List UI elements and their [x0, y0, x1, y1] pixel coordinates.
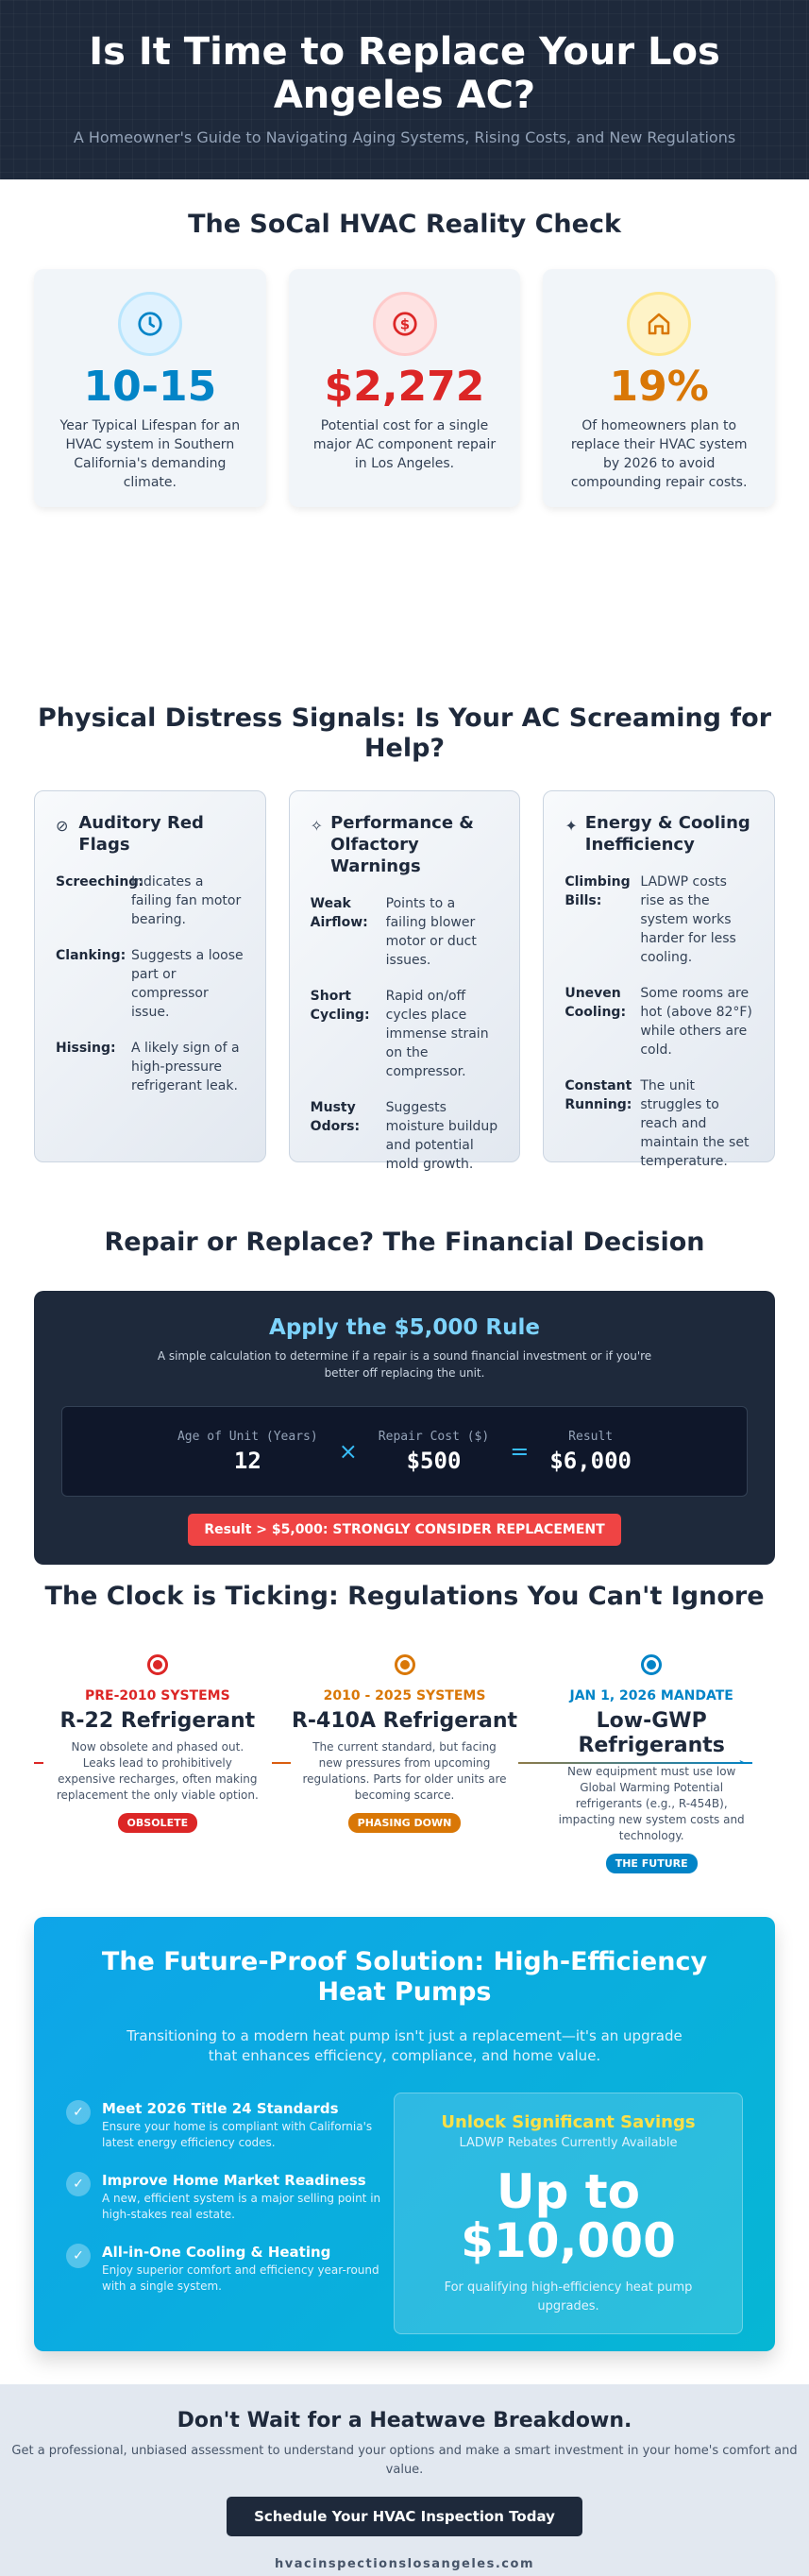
signal-name: Climbing Bills: [565, 874, 631, 908]
signal-desc: Points to a failing blower motor or duct issues. [385, 896, 477, 968]
timeline-dot [395, 1654, 415, 1675]
page-title: Is It Time to Replace Your Los Angeles AC? [89, 30, 720, 117]
signal-desc: Some rooms are hot (above 82°F) while others are cold. [640, 986, 752, 1058]
status-badge: THE FUTURE [606, 1854, 698, 1873]
timeline-era: 2010 - 2025 SYSTEMS [323, 1688, 486, 1703]
equals-sign: = [510, 1438, 530, 1465]
distress-item [565, 984, 753, 1059]
timeline-dot [641, 1654, 662, 1675]
timeline-text: The current standard, but facing new pressures from upcoming regulations. Parts for older units are becoming scarce. [291, 1739, 519, 1804]
clock-icon [118, 292, 182, 356]
signal-name: Short Cycling: [310, 989, 370, 1023]
rule-calculator-card [34, 1291, 775, 1565]
check-icon: ✓ [66, 2100, 91, 2125]
distress-item [311, 987, 499, 1081]
signal-desc: The unit struggles to reach and maintain the set temperature. [640, 1078, 750, 1169]
stat-description: Potential cost for a single major AC component repair in Los Angeles. [312, 418, 497, 471]
savings-amount: Up to $10,000 [461, 2164, 676, 2268]
timeline-era: JAN 1, 2026 MANDATE [569, 1688, 733, 1703]
result-value: $6,000 [549, 1447, 632, 1474]
result-label: Result [568, 1429, 614, 1444]
regulations-section [0, 1582, 809, 1912]
house-icon [627, 292, 691, 356]
distress-item [56, 946, 244, 1022]
stat-card-replacement-plans [543, 269, 775, 507]
feature-item [66, 2172, 394, 2223]
page-subtitle: A Homeowner's Guide to Navigating Aging Systems, Rising Costs, and New Regulations [73, 128, 736, 146]
signal-name: Hissing: [56, 1041, 116, 1056]
signal-name: Musty Odors: [310, 1100, 361, 1134]
result-cell [549, 1430, 632, 1474]
stat-value: $2,272 [324, 363, 485, 411]
feature-text: Enjoy superior comfort and efficiency year-round with a single system. [102, 2263, 379, 2293]
heat-pump-card [34, 1917, 775, 2351]
feature-text: Ensure your home is compliant with California's latest energy efficiency codes. [102, 2120, 373, 2149]
savings-title: Unlock Significant Savings [441, 2112, 696, 2132]
distress-signals-section [0, 703, 809, 1228]
signal-name: Weak Airflow: [310, 896, 368, 930]
no-sound-icon: ⊘ [56, 817, 69, 835]
signal-desc: Suggests moisture buildup and potential mold growth. [385, 1100, 498, 1172]
cta-title: Don't Wait for a Heatwave Breakdown. [177, 2409, 632, 2432]
financial-section [0, 1228, 809, 1582]
check-icon: ✓ [66, 2172, 91, 2196]
timeline-name: R-410A Refrigerant [291, 1709, 518, 1733]
signal-desc: LADWP costs rise as the system works harder for less cooling. [640, 874, 736, 965]
savings-note: For qualifying high-efficiency heat pump upgrades. [444, 2280, 693, 2313]
heat-pump-title: The Future-Proof Solution: High-Efficiency Heat Pumps [101, 1947, 708, 2007]
signal-desc: Rapid on/off cycles place immense strain on the compressor. [385, 989, 489, 1079]
timeline-name: Low-GWP Refrigerants [578, 1709, 725, 1757]
distress-card-title: Auditory Red Flags [78, 813, 204, 855]
signal-desc: A likely sign of a high-pressure refrigerant leak. [131, 1041, 240, 1093]
distress-card-energy [543, 790, 775, 1169]
stat-value: 19% [609, 363, 709, 411]
signal-name: Constant Running: [565, 1078, 632, 1112]
verdict-badge: Result > $5,000: STRONGLY CONSIDER REPLACEMENT [188, 1514, 620, 1546]
timeline-item-r410a [281, 1654, 529, 1873]
regulation-timeline [0, 1654, 809, 1873]
website-link[interactable]: hvacinspectionslosangeles.com [275, 2557, 534, 2571]
signal-name: Screeching: [56, 874, 143, 890]
schedule-inspection-button[interactable]: Schedule Your HVAC Inspection Today [227, 2497, 582, 2536]
distress-title: Physical Distress Signals: Is Your AC Screaming for Help? [37, 703, 772, 763]
feature-text: A new, efficient system is a major selling point in high-stakes real estate. [102, 2192, 381, 2221]
repair-cost-icon [373, 292, 437, 356]
distress-item [56, 873, 244, 929]
timeline-text: Now obsolete and phased out. Leaks lead to prohibitively expensive recharges, often making replacement the only viable option. [43, 1739, 272, 1804]
status-badge: PHASING DOWN [348, 1813, 462, 1833]
heat-pump-section [0, 1917, 809, 2384]
cost-label: Repair Cost ($) [378, 1429, 490, 1444]
timeline-name: R-22 Refrigerant [59, 1709, 256, 1733]
age-label: Age of Unit (Years) [177, 1429, 318, 1444]
financial-title: Repair or Replace? The Financial Decision [104, 1228, 705, 1257]
reality-check-section [0, 179, 809, 703]
cta-footer [0, 2384, 809, 2576]
cost-value: $500 [406, 1447, 462, 1474]
distress-item [565, 1076, 753, 1171]
timeline-dot [147, 1654, 168, 1675]
calculation-box [61, 1406, 748, 1497]
signal-name: Uneven Cooling: [565, 986, 627, 1020]
signal-name: Clanking: [56, 948, 126, 963]
stat-card-repair-cost [289, 269, 521, 507]
feature-item [66, 2100, 394, 2151]
distress-card-performance [289, 790, 521, 1172]
signal-desc: Indicates a failing fan motor bearing. [131, 874, 242, 927]
distress-card-title: Performance & Olfactory Warnings [330, 813, 474, 876]
savings-subtitle: LADWP Rebates Currently Available [459, 2136, 678, 2150]
distress-item [311, 894, 499, 970]
check-icon: ✓ [66, 2244, 91, 2268]
distress-item [56, 1039, 244, 1095]
age-value: 12 [233, 1447, 261, 1474]
feature-title: Meet 2026 Title 24 Standards [102, 2100, 339, 2117]
cost-cell [379, 1430, 489, 1474]
rule-title: Apply the $5,000 Rule [269, 1315, 540, 1340]
cta-text: Get a professional, unbiased assessment to understand your options and make a smart investment in your home's comfort and value. [11, 2444, 798, 2477]
sparkle-icon: ✦ [565, 817, 578, 835]
timeline-text: New equipment must use low Global Warming Potential refrigerants (e.g., R-454B), impacting new system costs and technology. [537, 1764, 766, 1844]
stat-value: 10-15 [83, 363, 217, 411]
age-cell [177, 1430, 318, 1474]
feature-title: Improve Home Market Readiness [102, 2172, 366, 2189]
distress-card-title: Energy & Cooling Inefficiency [584, 813, 750, 855]
feature-list [66, 2093, 394, 2334]
distress-item [565, 873, 753, 967]
stat-description: Year Typical Lifespan for an HVAC system in Southern California's demanding climate. [59, 418, 241, 490]
multiply-sign: × [338, 1438, 358, 1465]
regulations-title: The Clock is Ticking: Regulations You Can't Ignore [44, 1582, 765, 1611]
feature-title: All-in-One Cooling & Heating [102, 2244, 331, 2261]
hero-header [0, 0, 809, 179]
stat-card-lifespan [34, 269, 266, 507]
timeline-item-r22 [34, 1654, 281, 1873]
distress-card-auditory [34, 790, 266, 1162]
timeline-era: PRE-2010 SYSTEMS [84, 1688, 230, 1703]
heat-pump-subtitle: Transitioning to a modern heat pump isn't just a replacement—it's an upgrade that enhances efficiency, compliance, and home value. [126, 2027, 683, 2064]
reality-check-title: The SoCal HVAC Reality Check [188, 210, 621, 239]
timeline-item-low-gwp [528, 1654, 775, 1873]
feature-item [66, 2244, 394, 2295]
status-badge: OBSOLETE [118, 1813, 198, 1833]
distress-item [311, 1098, 499, 1174]
rule-description: A simple calculation to determine if a repair is a sound financial investment or if you're better off replacing the unit. [157, 1349, 652, 1380]
signal-desc: Suggests a loose part or compressor issue. [131, 948, 244, 1020]
savings-box [394, 2093, 743, 2334]
svg-text:$: $ [399, 315, 410, 333]
stat-description: Of homeowners plan to replace their HVAC system by 2026 to avoid compounding repair costs. [570, 418, 748, 490]
airflow-icon: ✧ [310, 817, 324, 835]
